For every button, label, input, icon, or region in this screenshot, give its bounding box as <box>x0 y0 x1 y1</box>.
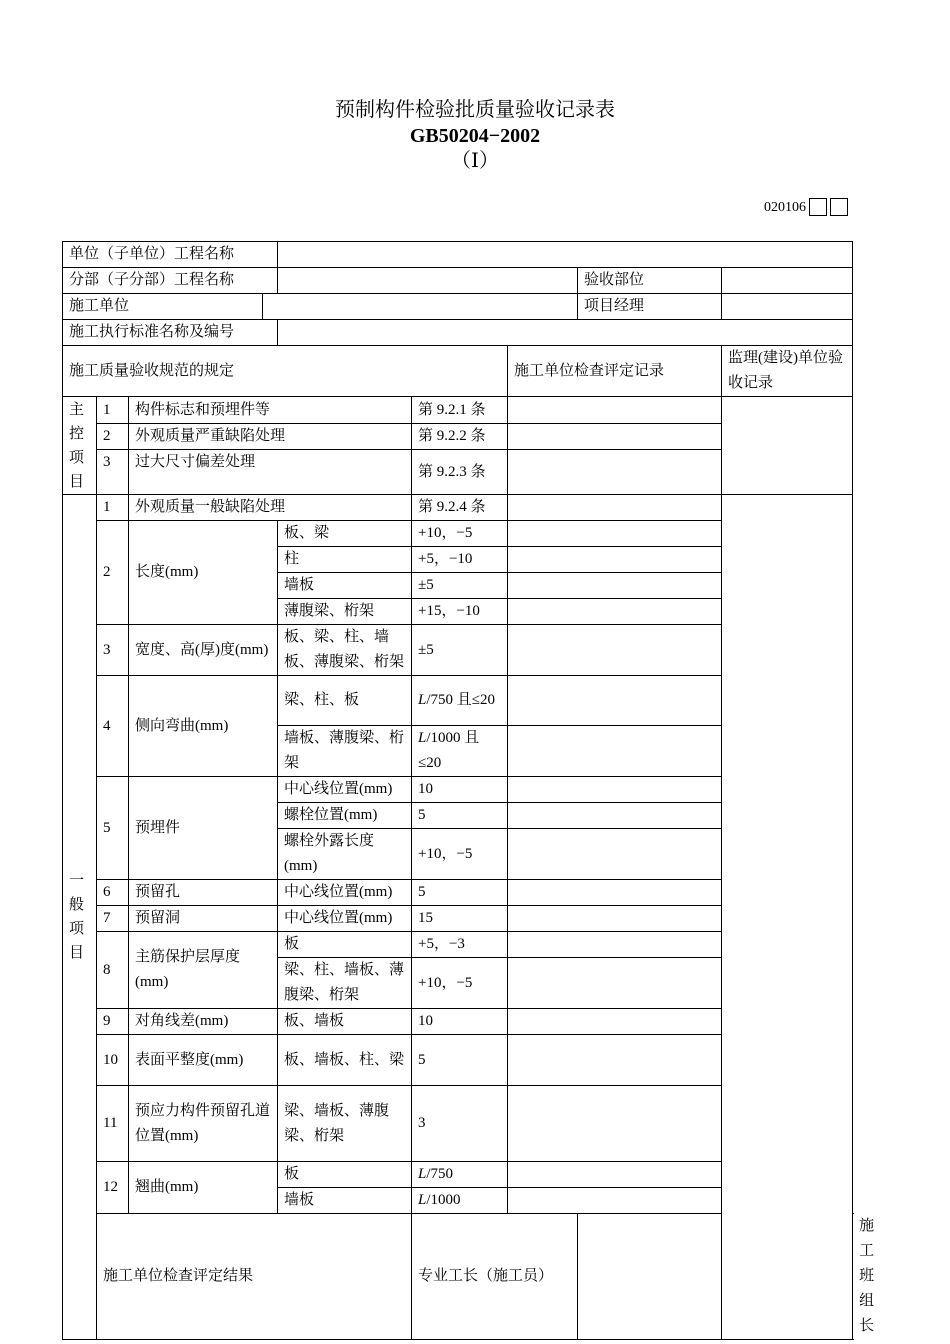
form-variant: （Ⅰ） <box>451 150 499 172</box>
item-part: 螺栓位置(mm) <box>278 803 412 829</box>
standard-name-label: 施工执行标准名称及编号 <box>63 320 278 346</box>
item-tolerance: +5，−10 <box>412 547 508 573</box>
check-record-cell[interactable] <box>508 726 722 777</box>
item-tolerance: +5，−3 <box>412 932 508 958</box>
check-record-cell[interactable] <box>508 599 722 625</box>
supervision-cell[interactable] <box>722 495 853 1340</box>
item-part: 梁、柱、墙板、薄腹梁、桁架 <box>278 958 412 1009</box>
item-number: 2 <box>97 424 129 450</box>
item-name: 宽度、高(厚)度(mm) <box>129 625 278 676</box>
unit-project-field[interactable] <box>278 242 853 268</box>
check-record-cell[interactable] <box>508 1086 722 1162</box>
item-part: 薄腹梁、桁架 <box>278 599 412 625</box>
item-name: 预留洞 <box>129 906 278 932</box>
item-tolerance: L/1000 <box>412 1188 508 1214</box>
item-name: 表面平整度(mm) <box>129 1035 278 1086</box>
item-name: 外观质量严重缺陷处理 <box>129 424 412 450</box>
check-record-cell[interactable] <box>508 1035 722 1086</box>
foreman-field[interactable] <box>578 1214 722 1340</box>
item-number: 10 <box>97 1035 129 1086</box>
item-clause: 第 9.2.1 条 <box>412 397 508 424</box>
item-number: 2 <box>97 521 129 625</box>
project-manager-label: 项目经理 <box>578 294 722 320</box>
item-part: 板 <box>278 1162 412 1188</box>
item-name: 预留孔 <box>129 880 278 906</box>
supervision-cell[interactable] <box>722 397 853 495</box>
check-record-cell[interactable] <box>508 495 722 521</box>
item-name: 构件标志和预埋件等 <box>129 397 412 424</box>
construction-unit-label: 施工单位 <box>63 294 263 320</box>
check-record-cell[interactable] <box>508 880 722 906</box>
check-record-cell[interactable] <box>508 450 722 495</box>
acceptance-part-label: 验收部位 <box>578 268 722 294</box>
item-tolerance: +15，−10 <box>412 599 508 625</box>
project-manager-field[interactable] <box>722 294 853 320</box>
item-tolerance: 5 <box>412 1035 508 1086</box>
check-record-cell[interactable] <box>508 676 722 726</box>
item-tolerance: L/750 且≤20 <box>412 676 508 726</box>
item-part: 板、梁、柱、墙板、薄腹梁、桁架 <box>278 625 412 676</box>
check-record-header: 施工单位检查评定记录 <box>508 346 722 397</box>
item-number: 12 <box>97 1162 129 1214</box>
item-tolerance: 5 <box>412 880 508 906</box>
item-name: 翘曲(mm) <box>129 1162 278 1214</box>
item-part: 梁、墙板、薄腹梁、桁架 <box>278 1086 412 1162</box>
item-number: 7 <box>97 906 129 932</box>
item-tolerance: +10，−5 <box>412 521 508 547</box>
general-items-label: 一 般 项 目 <box>63 495 97 1340</box>
check-record-cell[interactable] <box>508 906 722 932</box>
main-items-label: 主 控 项 目 <box>63 397 97 495</box>
code-box-2[interactable] <box>830 198 848 216</box>
item-number: 3 <box>97 450 129 495</box>
item-tolerance: ±5 <box>412 625 508 676</box>
item-name: 过大尺寸偏差处理 <box>129 450 412 495</box>
form-title: 预制构件检验批质量验收记录表 <box>335 97 615 121</box>
item-tolerance: 5 <box>412 803 508 829</box>
item-tolerance: +10，−5 <box>412 958 508 1009</box>
sub-project-field[interactable] <box>278 268 578 294</box>
item-number: 1 <box>97 495 129 521</box>
item-tolerance: 3 <box>412 1086 508 1162</box>
check-record-cell[interactable] <box>508 803 722 829</box>
item-name: 侧向弯曲(mm) <box>129 676 278 777</box>
code-box-1[interactable] <box>809 198 827 216</box>
item-part: 墙板 <box>278 573 412 599</box>
item-part: 柱 <box>278 547 412 573</box>
check-record-cell[interactable] <box>508 777 722 803</box>
item-tolerance: 10 <box>412 1009 508 1035</box>
item-number: 6 <box>97 880 129 906</box>
sub-project-label: 分部（子分部）工程名称 <box>63 268 278 294</box>
item-clause: 第 9.2.4 条 <box>412 495 508 521</box>
unit-project-label: 单位（子单位）工程名称 <box>63 242 278 268</box>
item-part: 板、墙板 <box>278 1009 412 1035</box>
item-tolerance: ±5 <box>412 573 508 599</box>
item-part: 板、墙板、柱、梁 <box>278 1035 412 1086</box>
check-record-cell[interactable] <box>508 424 722 450</box>
item-number: 1 <box>97 397 129 424</box>
item-number: 9 <box>97 1009 129 1035</box>
item-part: 中心线位置(mm) <box>278 906 412 932</box>
acceptance-part-field[interactable] <box>722 268 853 294</box>
check-record-cell[interactable] <box>508 521 722 547</box>
item-number: 8 <box>97 932 129 1009</box>
standard-number: GB50204−2002 <box>409 125 541 147</box>
check-record-cell[interactable] <box>508 1188 722 1214</box>
form-code-number: 020106 <box>764 200 806 215</box>
item-part: 墙板、薄腹梁、桁架 <box>278 726 412 777</box>
item-clause: 第 9.2.3 条 <box>412 450 508 495</box>
construction-unit-field[interactable] <box>263 294 578 320</box>
supervision-header: 监理(建设)单位验收记录 <box>722 346 853 397</box>
item-number: 4 <box>97 676 129 777</box>
item-tolerance: L/750 <box>412 1162 508 1188</box>
check-record-cell[interactable] <box>508 573 722 599</box>
check-record-cell[interactable] <box>508 1009 722 1035</box>
item-number: 11 <box>97 1086 129 1162</box>
check-record-cell[interactable] <box>508 1162 722 1188</box>
item-name: 预埋件 <box>129 777 278 880</box>
item-name: 主筋保护层厚度(mm) <box>129 932 278 1009</box>
item-name: 外观质量一般缺陷处理 <box>129 495 412 521</box>
foreman-label: 专业工长（施工员） <box>412 1214 578 1340</box>
item-tolerance: +10，−5 <box>412 829 508 880</box>
check-record-cell[interactable] <box>508 625 722 676</box>
check-record-cell[interactable] <box>508 958 722 1009</box>
item-clause: 第 9.2.2 条 <box>412 424 508 450</box>
item-tolerance: 10 <box>412 777 508 803</box>
check-record-cell[interactable] <box>508 932 722 958</box>
result-label: 施工单位检查评定结果 <box>97 1214 412 1340</box>
item-part: 墙板 <box>278 1188 412 1214</box>
inspection-table: 单位（子单位）工程名称 分部（子分部）工程名称 验收部位 施工单位 项目经理 施工执行标准名称及编号 施工质量验收规范的规定 施工单位检查评定记录 监理(建设)单位验收记录 主 控 项 目 1 构件标志和预埋件等 第 9.2.1 条 2 外观质量严重缺陷处理 第 9.2.2 条 3 过大尺寸偏差处理 第 9.2.3 条 一 般 项 目 1 外观质量一般缺陷处理 第 9.2.4 条 2 长度(mm) 板、梁 +10，−5 柱 +5，−10 墙板 ±5 薄腹梁、桁架 +15，−10 3 宽度、高(厚)度(mm) 板、梁、柱、墙板、薄腹梁、桁架 ±5 4 侧向弯曲(mm) 梁、柱、板 L/750 且≤20 墙板、薄腹梁、桁架 L/1000 且≤20 5 预埋件 中心线位置(mm) 10 螺栓位置(mm) 5 螺栓外露长度(mm) +10，−5 6 预留孔 中心线位置(mm) 5 7 预留洞 中心线位置(mm) 15 8 主筋保护层厚度(mm) 板 +5，−3 梁、柱、墙板、薄腹梁、桁架 +10，−5 9 对角线差(mm) 板、墙板 10 10 表面平整度(mm) 板、墙板、柱、梁 5 11 预应力构件预留孔道位置(mm) 梁、墙板、薄腹梁、桁架 3 12 翘曲(mm) 板 L/750 墙板 L/1000 施工单位检查评定结果 专业工长（施工员） 施工班组长 <box>62 241 853 1340</box>
check-record-cell[interactable] <box>508 547 722 573</box>
item-tolerance: 15 <box>412 906 508 932</box>
item-part: 中心线位置(mm) <box>278 880 412 906</box>
form-code <box>764 198 848 218</box>
item-part: 梁、柱、板 <box>278 676 412 726</box>
item-number: 3 <box>97 625 129 676</box>
item-part: 中心线位置(mm) <box>278 777 412 803</box>
item-number: 5 <box>97 777 129 880</box>
item-name: 预应力构件预留孔道位置(mm) <box>129 1086 278 1162</box>
item-name: 对角线差(mm) <box>129 1009 278 1035</box>
item-name: 长度(mm) <box>129 521 278 625</box>
spec-header: 施工质量验收规范的规定 <box>63 346 508 397</box>
item-part: 板 <box>278 932 412 958</box>
check-record-cell[interactable] <box>508 829 722 880</box>
standard-name-field[interactable] <box>278 320 853 346</box>
item-part: 螺栓外露长度(mm) <box>278 829 412 880</box>
check-record-cell[interactable] <box>508 397 722 424</box>
item-tolerance: L/1000 且≤20 <box>412 726 508 777</box>
item-part: 板、梁 <box>278 521 412 547</box>
